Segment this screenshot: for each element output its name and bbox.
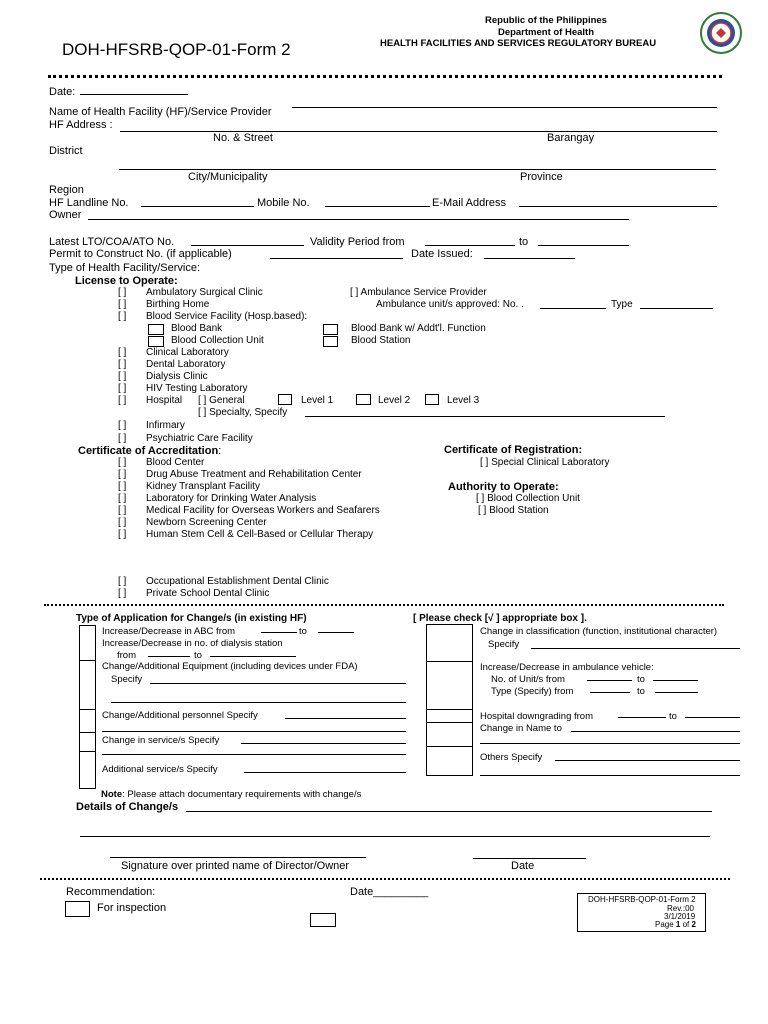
ptc-label: Permit to Construct No. (if applicable) — [49, 248, 232, 260]
mobile-field[interactable] — [325, 206, 430, 207]
facility-type-label: Type of Health Facility/Service: — [49, 262, 201, 274]
ambulance-type-field[interactable] — [640, 308, 713, 309]
checkbox-second[interactable] — [310, 913, 336, 927]
page-prefix: Page — [655, 920, 676, 929]
checkbox-change-equipment[interactable] — [80, 661, 95, 709]
header-divider — [48, 75, 722, 78]
newborn-label: Newborn Screening Center — [146, 517, 267, 528]
attachment-note — [101, 790, 361, 800]
note-text: : Please attach documentary requirements with change/s — [122, 789, 362, 800]
checkbox-overseas[interactable]: [ ] — [118, 505, 127, 516]
section-divider — [44, 604, 724, 606]
date-issued-field[interactable] — [484, 258, 575, 259]
ambulance-units-to-field[interactable] — [653, 680, 698, 681]
dialysis-to-field[interactable] — [210, 656, 296, 657]
page-num: 1 — [675, 920, 681, 929]
accreditation-heading-colon: : — [218, 445, 222, 457]
for-inspection-label: For inspection — [97, 902, 167, 914]
checkbox-blood-bank[interactable] — [148, 324, 164, 335]
facility-name-label: Name of Health Facility (HF)/Service Provider — [49, 106, 272, 118]
ambulatory-label: Ambulatory Surgical Clinic — [146, 287, 263, 298]
email-label: E-Mail Address — [432, 197, 506, 209]
checkbox-ambulance-vehicle[interactable] — [427, 662, 472, 709]
ambulance-units-to-label: to — [637, 674, 645, 685]
level-2-label: Level 2 — [378, 395, 411, 406]
birthing-label: Birthing Home — [146, 299, 210, 310]
footer-form-code: DOH-HFSRB-QOP-01-Form 2 — [588, 895, 696, 904]
service-change-field[interactable] — [241, 743, 406, 744]
checkbox-water-lab[interactable]: [ ] — [118, 493, 127, 504]
special-clinical-lab-item[interactable]: [ ] Special Clinical Laboratory — [480, 457, 610, 468]
ato-blood-collection-item[interactable]: [ ] Blood Collection Unit — [476, 493, 580, 504]
check-note: [ Please check [√ ] appropriate box ]. — [413, 613, 587, 624]
bureau-label: HEALTH FACILITIES AND SERVICES REGULATORY BUREAU — [380, 38, 657, 49]
ambulance-type-from-label: Type (Specify) from — [491, 686, 574, 697]
checkbox-blood-bank-addtl[interactable] — [323, 324, 338, 335]
checkbox-blood-collection[interactable] — [148, 336, 164, 347]
checkbox-blood-center[interactable]: [ ] — [118, 457, 127, 468]
ambulance-units-label: Ambulance unit/s approved: No. . — [376, 299, 524, 310]
date-field[interactable] — [80, 94, 188, 95]
classification-specify-label: Specify — [488, 639, 520, 650]
blood-bank-addtl-label: Blood Bank w/ Addt'l. Function — [351, 323, 486, 334]
ambulance-no-field[interactable] — [540, 308, 606, 309]
district-label: District — [49, 145, 83, 157]
ambulance-vehicle-label: Increase/Decrease in ambulance vehicle: — [480, 662, 654, 673]
level-3-label: Level 3 — [447, 395, 480, 406]
change-name-field[interactable] — [571, 731, 740, 732]
department-label: Department of Health — [497, 27, 595, 38]
date-issued-label: Date Issued: — [411, 248, 473, 260]
others-field-2[interactable] — [480, 775, 740, 776]
checkbox-school-dental[interactable]: [ ] — [118, 588, 127, 599]
province-label: Province — [520, 171, 563, 183]
doh-seal-icon — [700, 12, 742, 54]
signature-label: Signature over printed name of Director/Owner — [121, 860, 350, 872]
service-change-field-2[interactable] — [102, 754, 406, 755]
ambulance-type-from-field[interactable] — [590, 692, 630, 693]
checkbox-for-inspection[interactable] — [65, 901, 90, 917]
checkbox-hospital[interactable]: [ ] — [118, 395, 127, 406]
footer-page — [655, 921, 696, 929]
checkbox-psychiatric[interactable]: [ ] — [118, 433, 127, 444]
downgrading-label: Hospital downgrading from — [480, 711, 594, 722]
dialysis-label: Dialysis Clinic — [146, 371, 208, 382]
overseas-label: Medical Facility for Overseas Workers and Seafarers — [146, 505, 380, 516]
dialysis-to-label: to — [194, 650, 202, 661]
additional-service-label: Additional service/s Specify — [102, 764, 218, 775]
signature-date-label: Date — [511, 860, 535, 872]
license-heading: License to Operate: — [75, 275, 178, 287]
ato-blood-station-item[interactable]: [ ] Blood Station — [478, 505, 549, 516]
checkbox-infirmary[interactable]: [ ] — [118, 420, 127, 431]
ptc-field[interactable] — [270, 258, 403, 259]
landline-field[interactable] — [141, 206, 254, 207]
change-name-label: Change in Name to — [480, 723, 562, 734]
lto-field[interactable] — [191, 245, 304, 246]
equipment-specify-field-2[interactable] — [111, 702, 406, 703]
left-box-border — [95, 625, 96, 789]
footer-rev: Rev.:00 — [667, 904, 694, 913]
checkbox-others[interactable] — [427, 747, 472, 775]
checkbox-hospital-downgrading[interactable] — [427, 710, 472, 722]
checkbox-change-name[interactable] — [427, 723, 472, 746]
infirmary-label: Infirmary — [146, 420, 185, 431]
form-code-title: DOH-HFSRB-QOP-01-Form 2 — [62, 40, 291, 59]
recommendation-label: Recommendation: — [66, 886, 156, 898]
occupational-dental-label: Occupational Establishment Dental Clinic — [146, 576, 329, 587]
right-box-border — [472, 624, 473, 776]
checkbox-stem-cell[interactable]: [ ] — [118, 529, 127, 540]
service-change-label: Change in service/s Specify — [102, 735, 220, 746]
level-1-label: Level 1 — [301, 395, 334, 406]
ambulance-type-label: Type — [611, 299, 633, 310]
note-label: Note — [101, 789, 123, 800]
checkbox-birthing[interactable]: [ ] — [118, 299, 127, 310]
checkbox-blood-service[interactable]: [ ] — [118, 311, 127, 322]
accreditation-heading — [78, 446, 221, 457]
page-of: of — [680, 920, 692, 929]
validity-to-field[interactable] — [538, 245, 629, 246]
equipment-specify-field[interactable] — [150, 683, 406, 684]
city-province-field[interactable] — [119, 169, 716, 170]
ambulance-type-to-field[interactable] — [655, 692, 698, 693]
psychiatric-label: Psychiatric Care Facility — [146, 433, 253, 444]
change-name-field-2[interactable] — [480, 743, 740, 744]
date-label: Date: — [49, 86, 76, 98]
others-field[interactable] — [555, 760, 740, 761]
others-label: Others Specify — [480, 752, 543, 763]
hf-address-field[interactable] — [120, 131, 717, 132]
dialysis-from-label: from — [117, 650, 136, 661]
blood-bank-label: Blood Bank — [171, 323, 223, 334]
application-heading: Type of Application for Change/s (in existing HF) — [76, 613, 307, 624]
classification-specify-field[interactable] — [531, 648, 740, 649]
accreditation-heading-text: Certificate of Accreditation — [78, 445, 219, 457]
checkbox-blood-station[interactable] — [323, 336, 338, 347]
footer-divider — [40, 878, 730, 880]
recommendation-date[interactable]: Date_________ — [350, 886, 429, 898]
equipment-label: Change/Additional Equipment (including devices under FDA) — [102, 661, 358, 672]
email-field[interactable] — [519, 206, 717, 207]
page-total: 2 — [691, 920, 696, 929]
registration-heading: Certificate of Registration: — [444, 444, 583, 456]
personnel-field-2[interactable] — [102, 731, 406, 732]
additional-service-field[interactable] — [244, 772, 406, 773]
specialty-field[interactable] — [305, 416, 665, 417]
owner-field[interactable] — [88, 219, 629, 220]
authority-heading: Authority to Operate: — [448, 481, 559, 493]
owner-label: Owner — [49, 209, 82, 221]
school-dental-label: Private School Dental Clinic — [146, 588, 270, 599]
checkbox-clinical-lab[interactable]: [ ] — [118, 347, 127, 358]
water-lab-label: Laboratory for Drinking Water Analysis — [146, 493, 317, 504]
downgrading-to-field[interactable] — [685, 717, 740, 718]
blood-collection-label: Blood Collection Unit — [171, 335, 264, 346]
republic-label: Republic of the Philippines — [485, 15, 607, 26]
right-box-border — [426, 775, 473, 776]
hf-address-label: HF Address : — [49, 119, 113, 131]
checkbox-drug-abuse[interactable]: [ ] — [118, 469, 127, 480]
validity-label: Validity Period from — [310, 236, 405, 248]
dialysis-from-field[interactable] — [148, 656, 190, 657]
checkbox-change-personnel[interactable] — [80, 710, 95, 732]
equipment-specify-label: Specify — [111, 674, 143, 685]
blood-station-label: Blood Station — [351, 335, 411, 346]
checkbox-additional-service[interactable] — [80, 752, 95, 788]
abc-to-label: to — [299, 626, 307, 637]
kidney-label: Kidney Transplant Facility — [146, 481, 260, 492]
checkbox-change-abc[interactable] — [80, 626, 95, 660]
personnel-field[interactable] — [285, 718, 406, 719]
details-heading: Details of Change/s — [76, 801, 179, 813]
personnel-label: Change/Additional personnel Specify — [102, 710, 258, 721]
classification-label: Change in classification (function, institutional character) — [480, 626, 718, 637]
details-field[interactable] — [186, 811, 712, 812]
mobile-label: Mobile No. — [257, 197, 310, 209]
stem-cell-label: Human Stem Cell & Cell-Based or Cellular Therapy — [146, 529, 374, 540]
downgrading-to-label: to — [669, 711, 677, 722]
validity-to-label: to — [519, 236, 529, 248]
checkbox-occupational-dental[interactable]: [ ] — [118, 576, 127, 587]
abc-from-field[interactable] — [261, 632, 297, 633]
dental-lab-label: Dental Laboratory — [146, 359, 226, 370]
validity-from-field[interactable] — [425, 245, 515, 246]
barangay-label: Barangay — [547, 132, 595, 144]
ambulance-units-from-label: No. of Unit/s from — [491, 674, 565, 685]
ambulance-units-from-field[interactable] — [587, 680, 632, 681]
blood-service-label: Blood Service Facility (Hosp.based): — [146, 311, 308, 322]
drug-abuse-label: Drug Abuse Treatment and Rehabilitation Center — [146, 469, 362, 480]
landline-label: HF Landline No. — [49, 197, 129, 209]
checkbox-newborn[interactable]: [ ] — [118, 517, 127, 528]
dialysis-station-label: Increase/Decrease in no. of dialysis station — [102, 638, 283, 649]
city-label: City/Municipality — [188, 171, 268, 183]
checkbox-level-3[interactable] — [425, 394, 439, 405]
footer-rev-date: 3/1/2019 — [664, 912, 696, 921]
ambulance-provider-label: [ ] Ambulance Service Provider — [350, 287, 487, 298]
blood-center-label: Blood Center — [146, 457, 205, 468]
checkbox-level-2[interactable] — [356, 394, 371, 405]
checkbox-dental-lab[interactable]: [ ] — [118, 359, 127, 370]
clinical-lab-label: Clinical Laboratory — [146, 347, 229, 358]
hospital-general-label[interactable]: [ ] General — [198, 395, 245, 406]
lto-label: Latest LTO/COA/ATO No. — [49, 236, 175, 248]
street-label: No. & Street — [213, 132, 273, 144]
left-box-border — [79, 788, 96, 789]
ambulance-type-to-label: to — [637, 686, 645, 697]
hospital-specialty-label[interactable]: [ ] Specialty, Specify — [198, 407, 288, 418]
checkbox-dialysis[interactable]: [ ] — [118, 371, 127, 382]
abc-label: Increase/Decrease in ABC from — [102, 626, 236, 637]
downgrading-from-field[interactable] — [618, 717, 666, 718]
hiv-label: HIV Testing Laboratory — [146, 383, 248, 394]
region-label: Region — [49, 184, 84, 196]
details-field-2[interactable] — [80, 836, 710, 837]
signature-date-field[interactable] — [473, 858, 586, 859]
facility-name-field[interactable] — [292, 107, 717, 108]
checkbox-kidney[interactable]: [ ] — [118, 481, 127, 492]
checkbox-ambulatory[interactable]: [ ] — [118, 287, 127, 298]
checkbox-change-service[interactable] — [80, 733, 95, 751]
signature-field[interactable] — [110, 857, 366, 858]
hospital-label: Hospital — [146, 395, 183, 406]
checkbox-level-1[interactable] — [278, 394, 292, 405]
checkbox-change-classification[interactable] — [427, 625, 472, 661]
checkbox-hiv[interactable]: [ ] — [118, 383, 127, 394]
abc-to-field[interactable] — [318, 632, 354, 633]
